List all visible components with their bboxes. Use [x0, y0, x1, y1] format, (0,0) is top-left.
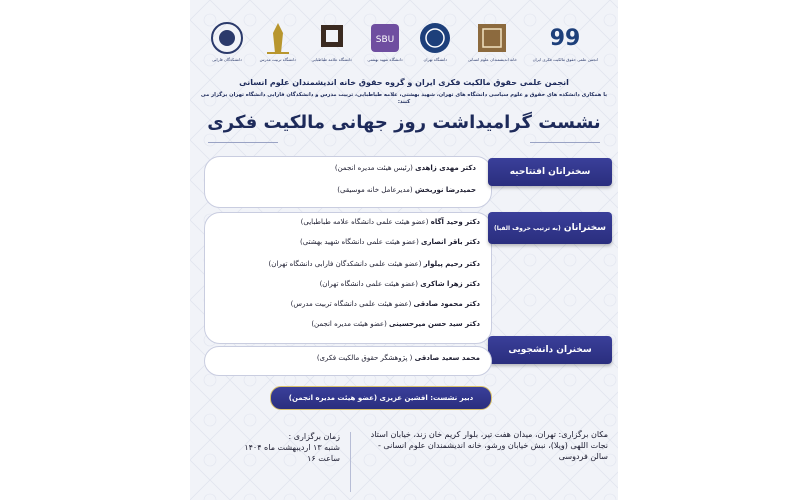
speakers-label: سخنرانان (به ترتیب حروف الفبا) — [488, 212, 612, 244]
collaboration-line: با همکاری دانشکده های حقوق و علوم سیاسی دانشگاه های تهران، شهید بهشتی، علامه طباطبایی، تربیت مدرس و دانشکدگان فارابی دانشگاه تهران برگزار می کنند: — [200, 92, 608, 106]
thinkers-house-logo: خانه اندیشمندان علوم انسانی — [468, 21, 517, 62]
svg-text:SBU: SBU — [375, 34, 395, 45]
speaker-5: دکتر محمود صادقی (عضو هیئت علمی دانشگاه تربیت مدرس) — [290, 300, 480, 308]
datetime-block — [210, 432, 340, 464]
speaker-1: دکتر وحید آگاه (عضو هیئت علمی دانشگاه علامه طباطبایی) — [300, 218, 480, 226]
opening-speakers-label: سخنرانان افتتاحیه — [488, 158, 612, 186]
allameh-logo: دانشگاه علامه طباطبایی — [311, 21, 351, 62]
beheshti-logo: SBU دانشگاه شهید بهشتی — [367, 21, 402, 62]
divider-right — [530, 142, 600, 143]
student-speakers-label: سخنران دانشجویی — [488, 336, 612, 364]
opening-speaker-1: دکتر مهدی زاهدی (رئیس هیئت مدیره انجمن) — [334, 164, 476, 172]
speaker-2: دکتر باقر انصاری (عضو هیئت علمی دانشگاه شهید بهشتی) — [300, 238, 480, 246]
datetime-label: زمان برگزاری : — [288, 432, 340, 441]
speaker-3: دکتر رحیم پیلوار (عضو هیئت علمی دانشکدگان فارابی دانشگاه تهران) — [268, 260, 480, 268]
speaker-6: دکتر سید حسن میرحسینی (عضو هیئت مدیره انجمن) — [311, 320, 480, 328]
speaker-4: دکتر زهرا شاکری (عضو هیئت علمی دانشگاه تهران) — [319, 280, 480, 288]
opening-speaker-2: حمیدرضا نوربخش (مدیرعامل خانه موسیقی) — [337, 186, 476, 194]
logo-strip — [210, 10, 598, 72]
divider-left — [208, 142, 278, 143]
student-speaker-1: محمد سعید صادقی ( پژوهشگر حقوق مالکیت فکری) — [316, 354, 480, 362]
tehran-university-logo: دانشگاه تهران — [418, 21, 452, 62]
event-time: ساعت ۱۶ — [307, 453, 340, 463]
modares-logo: دانشگاه تربیت مدرس — [260, 21, 296, 62]
venue-label: مکان برگزاری: — [558, 430, 608, 439]
ip-association-logo: 99 انجمن علمی حقوق مالکیت فکری ایران — [532, 25, 598, 62]
event-poster — [190, 0, 618, 500]
event-date: شنبه ۱۳ اردیبهشت ماه ۱۴۰۴ — [244, 442, 340, 452]
session-secretary: دبیر نشست: افشین عزیزی (عضو هیئت مدیره انجمن) — [270, 386, 492, 410]
svg-text:99: 99 — [549, 25, 581, 51]
page-title: نشست گرامیداشت روز جهانی مالکیت فکری — [207, 112, 601, 133]
info-separator — [350, 432, 351, 492]
venue-block — [368, 430, 608, 462]
venue-address: تهران، میدان هفت تیر، بلوار کریم خان زند، خیابان استاد نجات اللهی (ویلا)، نبش خیابان ورشو، خانه اندیشمندان علوم انسانی - سالن فردوسی — [370, 430, 608, 461]
organizer-line: انجمن علمی حقوق مالکیت فکری ایران و گروه حقوق خانه اندیشمندان علوم انسانی — [239, 78, 569, 87]
farabi-logo: دانشکدگان فارابی — [210, 21, 244, 62]
